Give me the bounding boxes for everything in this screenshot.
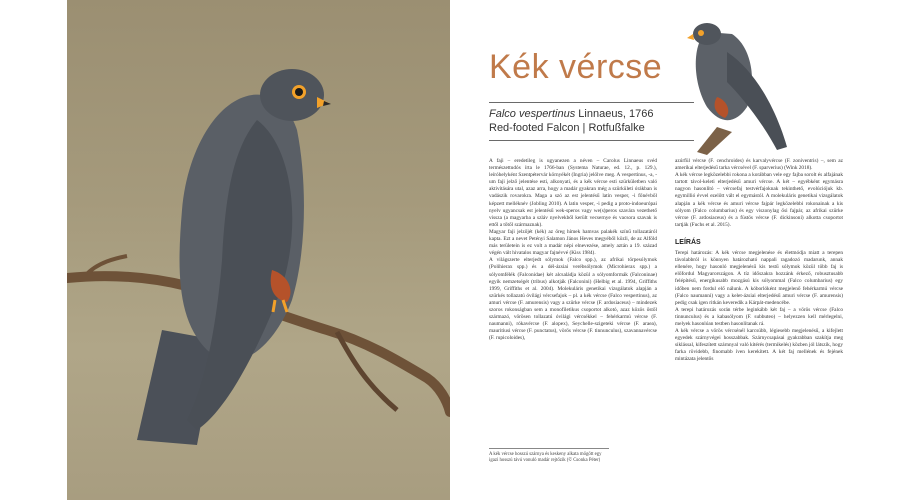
text-column-2 [675, 158, 843, 364]
common-names: Red-footed Falcon | Rotfußfalke [489, 122, 645, 134]
falcon-thumbnail [677, 12, 792, 157]
paragraph: A kék vércse legközelebbi rokona a korábban vele egy fajba sorolt és alfajának tartott távol-keleti elterjedésű amuri vércse. A két – egyébként egymásra nagyon hasonlító – vércsefaj testvérfajoknak tekinthető, evolúciójuk kb. egymillió évvel ezelőtt vált el egymástól. A molekuláris genetikai vizsgálatok alapján a kék vércse és amuri vércse fajpár legközelebbi rokonainak a kis sólyom (Falco columbarius) és egy viszonylag ősi fajpár, az afrikai szürke vércse (F. ardosiaceus) és a füstös vércse (F. dickinsoni) alkotta csoportot tartják (Fuchs et al. 2015). [675, 172, 843, 228]
header-divider [489, 140, 694, 141]
falcon-photo [67, 0, 450, 500]
paragraph: A faji – eredetileg is ugyanezen a néven – Carolus Linnaeus svéd természettudós írta le 1766-ban (Systema Naturae, ed. 12., p. 129.), leíróhelyként Szentpétervár környékét (Ingria) jelölve meg. A vespertinus, -a, -um faji jelző jelentése esti, alkonyati, és a kék vércse esti szürkületben való aktivitására utal, azaz arra, hogy a madár gyakran még a szürkületi órákban is vadászik rovarokra. Maga a szó az est jelentésű latin vesper, -i főnévből képzett melléknév (Jobling 2010). A latin vesper, -i pedig a proto-indoeurópai nyelv ugyancsak est jelentésű wek-speros vagy we(s)peros szavára vezethető vissza (a magyarba a szláv nyelvekből került vecsernye és vacsora szavak is ettől a tőtől származnak). [489, 158, 657, 228]
scientific-name: Falco vespertinus [489, 108, 576, 120]
paragraph: A világszerte elterjedt sólymok (Falco spp.), az afrikai törpesólymok (Polihierax spp.) és a dél-ázsiai verébsólymok (Microhierax spp.) a sólyomfélék (Falconidae) két alcsaládja közül a sólyomformák (Falconinae) egyik nemzetségét (tribus) alkotják (Falconini) (Helbig et al. 1994, Griffiths 1999, Griffiths et al. 2004). Molekuláris genetikai vizsgálatok alapján a szürkés tollazatú óvilági vércsefajok – pl. a kék vércse (Falco vespertinus), az amuri vércse (F. amurensis) vagy a szürke vércse (F. ardosiaceus) – mindezek szoros rokonságban sem a monofiletikus csoportot alkotó, azaz közös őstől származó, vörösen tollazatú óvilági vércsékkel – fehérkarmú vércse (F. naumanni), rókavércse (F. alopex), Seychelle-szigeteki vércse (F. araea), mauritiusi vércse (F. punctatus), vörös vércse (F. tinnunculus), szavannavércse (F. rupicoloides), [489, 257, 657, 342]
falcon-illustration [67, 0, 450, 500]
title-divider [489, 102, 694, 103]
section-heading: LEÍRÁS [675, 238, 701, 246]
paragraph: Magyar faji jelzőjét (kék) az öreg hímek hamvas palakék színű tollazatáról kapta. Ezt a nevet Petényi Salamon János Heves megyéből közli, de az Alföld más területein is ez volt a madár népi elnevezése, amely aztán a 19. század végén vált hivatalos magyar fajnévvé (Kiss 1984). [489, 228, 657, 257]
photo-caption: A kék vércse hosszú szárnya és keskeny alkata mögött egy igazi hosszú távú vonuló madár rejtőzik (© Csonka Péter) [489, 448, 609, 464]
page-title: Kék vércse [489, 48, 663, 86]
scientific-name-line [489, 108, 654, 120]
text-column-1 [489, 158, 657, 342]
paragraph: Terepi határozás: A kék vércse megjelenése és életmódja miatt a terepen távolabbról is könnyen határozható nappali ragadozó madarunk, annak ellenére, hogy hasonló megjelenésű kis testű sólymok közül több faj is előfordul Magyarországon. A tíz időszakra hozzánk érkező, robusztusabb felépítésű, energikusabb mozgású kis sólyommal (Falco columbarius) egy időben nem fordul elő nálunk. A kóborlóként megjelenő fehérkarmú vércse (Falco naumanni) vagy a kelet-ázsiai elterjedésű amuri vércse (F. amurensis) pedig csak igen ritkán keveredik a Kárpát-medencébe. [675, 250, 843, 306]
paragraph: A terepi határozás során térbe leginkább két faj – a vörös vércse (Falco tinnunculus) és a kabasólyom (F. subbuteo) – helyezzen kell mérlegelni, melyek hasonlóan testben hasonlítanak rá. [675, 306, 843, 327]
paragraph: A kék vércse a vörös vércsénél karcsúbb, légiesebb megjelenésű, a kifejlett egyedek szárnyvégei hosszabbak. Szárnycsapásai gyakrabban szakítja meg siklással, kifeszített szárnnyal való kitérés (termikelés) közben jól látszik, hogy farka rövidebb, finomabb íven kerekített. A két faj mellének és fejének mintázata jelentős [675, 328, 843, 363]
paragraph: azúrfül vércse (F. cenchroides) és karvalyvércse (F. zoniventris) –, sem az amerikai elterjedésű tarka vércsével (F. sparverius) (Wink 2018). [675, 158, 843, 172]
authority: Linnaeus, 1766 [578, 108, 654, 120]
article-page [452, 0, 900, 500]
